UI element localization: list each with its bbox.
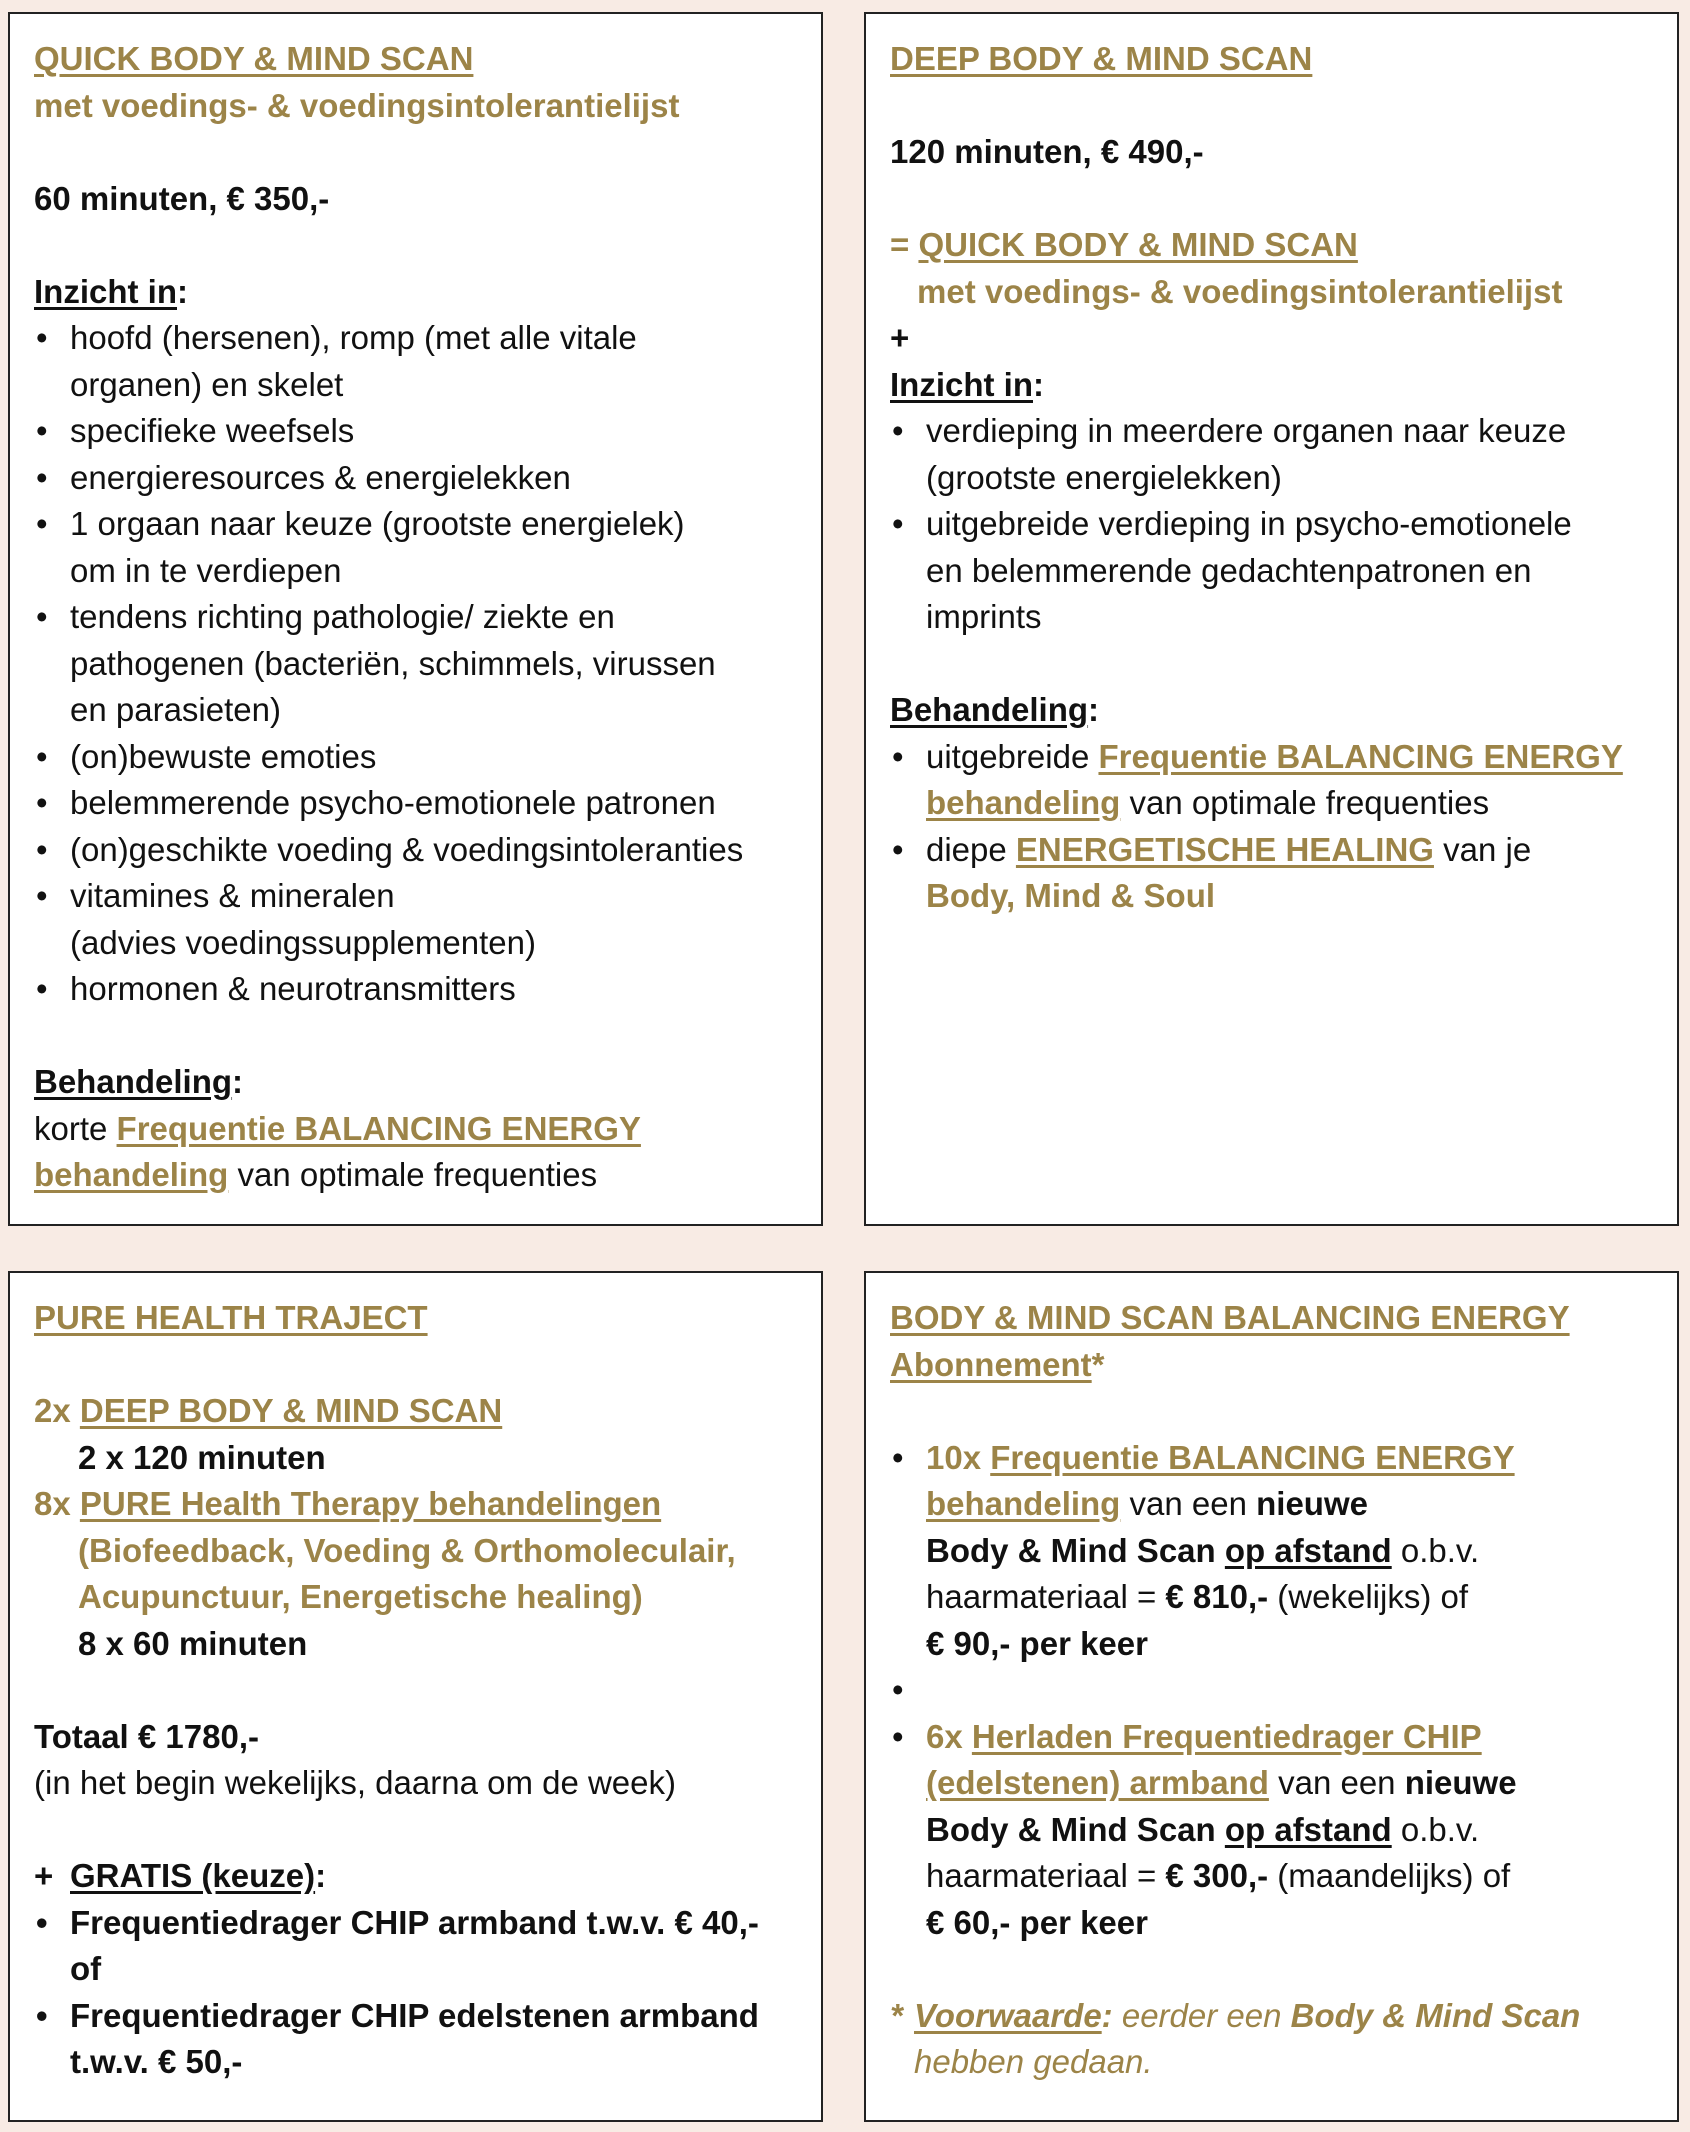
balancing-energy-link[interactable]: behandeling: [926, 784, 1121, 821]
subscription-price: € 810,-: [1165, 1578, 1269, 1615]
balancing-energy-link[interactable]: behandeling: [926, 1485, 1121, 1522]
list-item-text: organen) en skelet: [70, 365, 344, 403]
list-item: [890, 501, 1647, 641]
list-item: [34, 966, 791, 1013]
list-item: [890, 408, 1647, 501]
list-item-text: • vitamines & mineralen: [70, 877, 395, 914]
list-item: [34, 780, 791, 827]
list-item: [34, 734, 791, 781]
quick-scan-card: [8, 12, 823, 1226]
deep-insight-list: [890, 408, 1647, 641]
balancing-energy-link[interactable]: behandeling: [34, 1156, 229, 1193]
deep-includes-quick: = QUICK BODY & MIND SCAN: [890, 226, 1358, 263]
subscription-option-10x: • 10x Frequentie BALANCING ENERGY behandeling van een nieuwe Body & Mind Scan op afstand o.b.v. haarmateriaal = € 810,- (wekelijks) of € 90,- per keer: [890, 1435, 1647, 1668]
list-item-text: • hoofd (hersenen), romp (met alle vitale: [70, 319, 637, 356]
subscription-title-line2: Abonnement*: [890, 1345, 1105, 1383]
list-item-text: • specifieke weefsels: [70, 412, 355, 449]
quick-scan-price: 60 minuten, € 350,-: [34, 179, 330, 217]
list-item-text: • Frequentiedrager CHIP armband t.w.v. € 40,-: [70, 1903, 759, 1941]
pure-gratis-heading: + GRATIS (keuze):: [34, 1857, 327, 1894]
list-item: [34, 1993, 791, 2086]
balancing-energy-link[interactable]: Frequentie BALANCING ENERGY: [990, 1438, 1515, 1476]
list-item-text: • 1 orgaan naar keuze (grootste energielek): [70, 505, 685, 542]
quick-insight-heading: Inzicht in:: [34, 272, 188, 310]
pure-therapy-types: Acupunctuur, Energetische healing): [78, 1578, 643, 1615]
list-item-text: • verdieping in meerdere organen naar keuze: [926, 412, 1567, 449]
quick-treatment-heading: Behandeling:: [34, 1063, 244, 1100]
list-item-text: • belemmerende psycho-emotionele patronen: [70, 784, 716, 821]
pure-item-deep-duration: 2 x 120 minuten: [78, 1438, 326, 1476]
quick-scan-title[interactable]: QUICK BODY & MIND SCAN: [34, 40, 474, 77]
list-item-text: pathogenen (bacteriën, schimmels, virussen: [70, 644, 716, 682]
pure-item-deep-scan: 2x DEEP BODY & MIND SCAN: [34, 1392, 503, 1429]
pure-health-title[interactable]: PURE HEALTH TRAJECT: [34, 1299, 428, 1336]
list-item: [34, 873, 791, 966]
deep-scan-price: 120 minuten, € 490,-: [890, 133, 1204, 170]
list-item: [34, 408, 791, 455]
deep-scan-title[interactable]: DEEP BODY & MIND SCAN: [890, 40, 1313, 77]
energetic-healing-link[interactable]: ENERGETISCHE HEALING: [1015, 830, 1434, 868]
list-item-text: • (on)geschikte voeding & voedingsintoleranties: [70, 830, 744, 868]
deep-treatment-list: [890, 734, 1647, 920]
list-item-text: • (on)bewuste emoties: [70, 737, 377, 775]
list-item-text: • energieresources & energielekken: [70, 458, 571, 496]
deep-includes-quick-subtitle: met voedings- & voedingsintolerantielijst: [917, 272, 1563, 310]
chip-recharge-link[interactable]: (edelstenen) armband: [926, 1764, 1269, 1801]
pure-therapy-link[interactable]: PURE Health Therapy behandelingen: [79, 1485, 662, 1522]
pure-total-price: Totaal € 1780,-: [34, 1717, 259, 1755]
list-item-text: • uitgebreide verdieping in psycho-emotionele: [926, 505, 1572, 542]
balancing-energy-link[interactable]: Frequentie BALANCING ENERGY: [1098, 737, 1623, 775]
subscription-condition: * Voorwaarde: eerder een Body & Mind Scan hebben gedaan.: [890, 1996, 1581, 2080]
list-item-text: en belemmerende gedachtenpatronen en: [926, 551, 1532, 589]
balancing-energy-link[interactable]: Frequentie BALANCING ENERGY: [116, 1109, 641, 1147]
list-item-text: • tendens richting pathologie/ ziekte en: [70, 598, 615, 635]
list-item-text: (grootste energielekken): [926, 458, 1282, 496]
quick-scan-subtitle: met voedings- & voedingsintolerantielijst: [34, 86, 680, 124]
deep-insight-heading: Inzicht in:: [890, 365, 1044, 403]
pure-item-therapy: 8x PURE Health Therapy behandelingen: [34, 1485, 662, 1522]
list-item: [34, 315, 791, 408]
quick-insight-list: [34, 315, 791, 1013]
list-item-text: imprints: [926, 598, 1042, 635]
spacer: [890, 1667, 1647, 1714]
deep-scan-link[interactable]: DEEP BODY & MIND SCAN: [79, 1392, 503, 1429]
subscription-price: € 300,-: [1165, 1857, 1269, 1894]
list-item: [34, 594, 791, 734]
pure-schedule: (in het begin wekelijks, daarna om de week): [34, 1764, 677, 1801]
list-item-text: om in te verdiepen: [70, 551, 342, 589]
subscription-title[interactable]: BODY & MIND SCAN BALANCING ENERGY: [890, 1299, 1570, 1336]
list-item-text: (advies voedingssupplementen): [70, 923, 536, 961]
subscription-option-6x: • 6x Herladen Frequentiedrager CHIP (edelstenen) armband van een nieuwe Body & Mind Scan op afstand o.b.v. haarmateriaal = € 300,- (maandelijks) of € 60,- per keer: [890, 1714, 1647, 1947]
list-item: • diepe ENERGETISCHE HEALING van je Body, Mind & Soul: [890, 827, 1647, 920]
subscription-options: [890, 1435, 1647, 1947]
list-item-text: • hormonen & neurotransmitters: [70, 970, 516, 1007]
plus-sign: +: [890, 319, 910, 356]
list-item: • uitgebreide Frequentie BALANCING ENERGY behandeling van optimale frequenties: [890, 734, 1647, 827]
quick-treatment-text: korte Frequentie BALANCING ENERGY behandeling van optimale frequenties: [34, 1109, 641, 1193]
list-item-text: • Frequentiedrager CHIP edelstenen armband: [70, 1996, 759, 2034]
list-item: [34, 501, 791, 594]
deep-treatment-heading: Behandeling:: [890, 691, 1100, 728]
list-item: [34, 827, 791, 874]
subscription-card: [864, 1271, 1679, 2122]
list-item: [34, 455, 791, 502]
list-item-text: t.w.v. € 50,-: [70, 2043, 243, 2080]
chip-recharge-link[interactable]: Herladen Frequentiedrager CHIP: [971, 1717, 1482, 1755]
list-item-text: of: [70, 1950, 102, 1987]
pure-gift-list: [34, 1900, 791, 2086]
deep-scan-card: [864, 12, 1679, 1226]
quick-scan-link[interactable]: QUICK BODY & MIND SCAN: [918, 226, 1358, 263]
pure-therapy-duration: 8 x 60 minuten: [78, 1624, 308, 1662]
pure-health-card: [8, 1271, 823, 2122]
list-item-text: en parasieten): [70, 691, 281, 728]
list-item: [34, 1900, 791, 1993]
pure-therapy-types: (Biofeedback, Voeding & Orthomoleculair,: [78, 1531, 736, 1569]
